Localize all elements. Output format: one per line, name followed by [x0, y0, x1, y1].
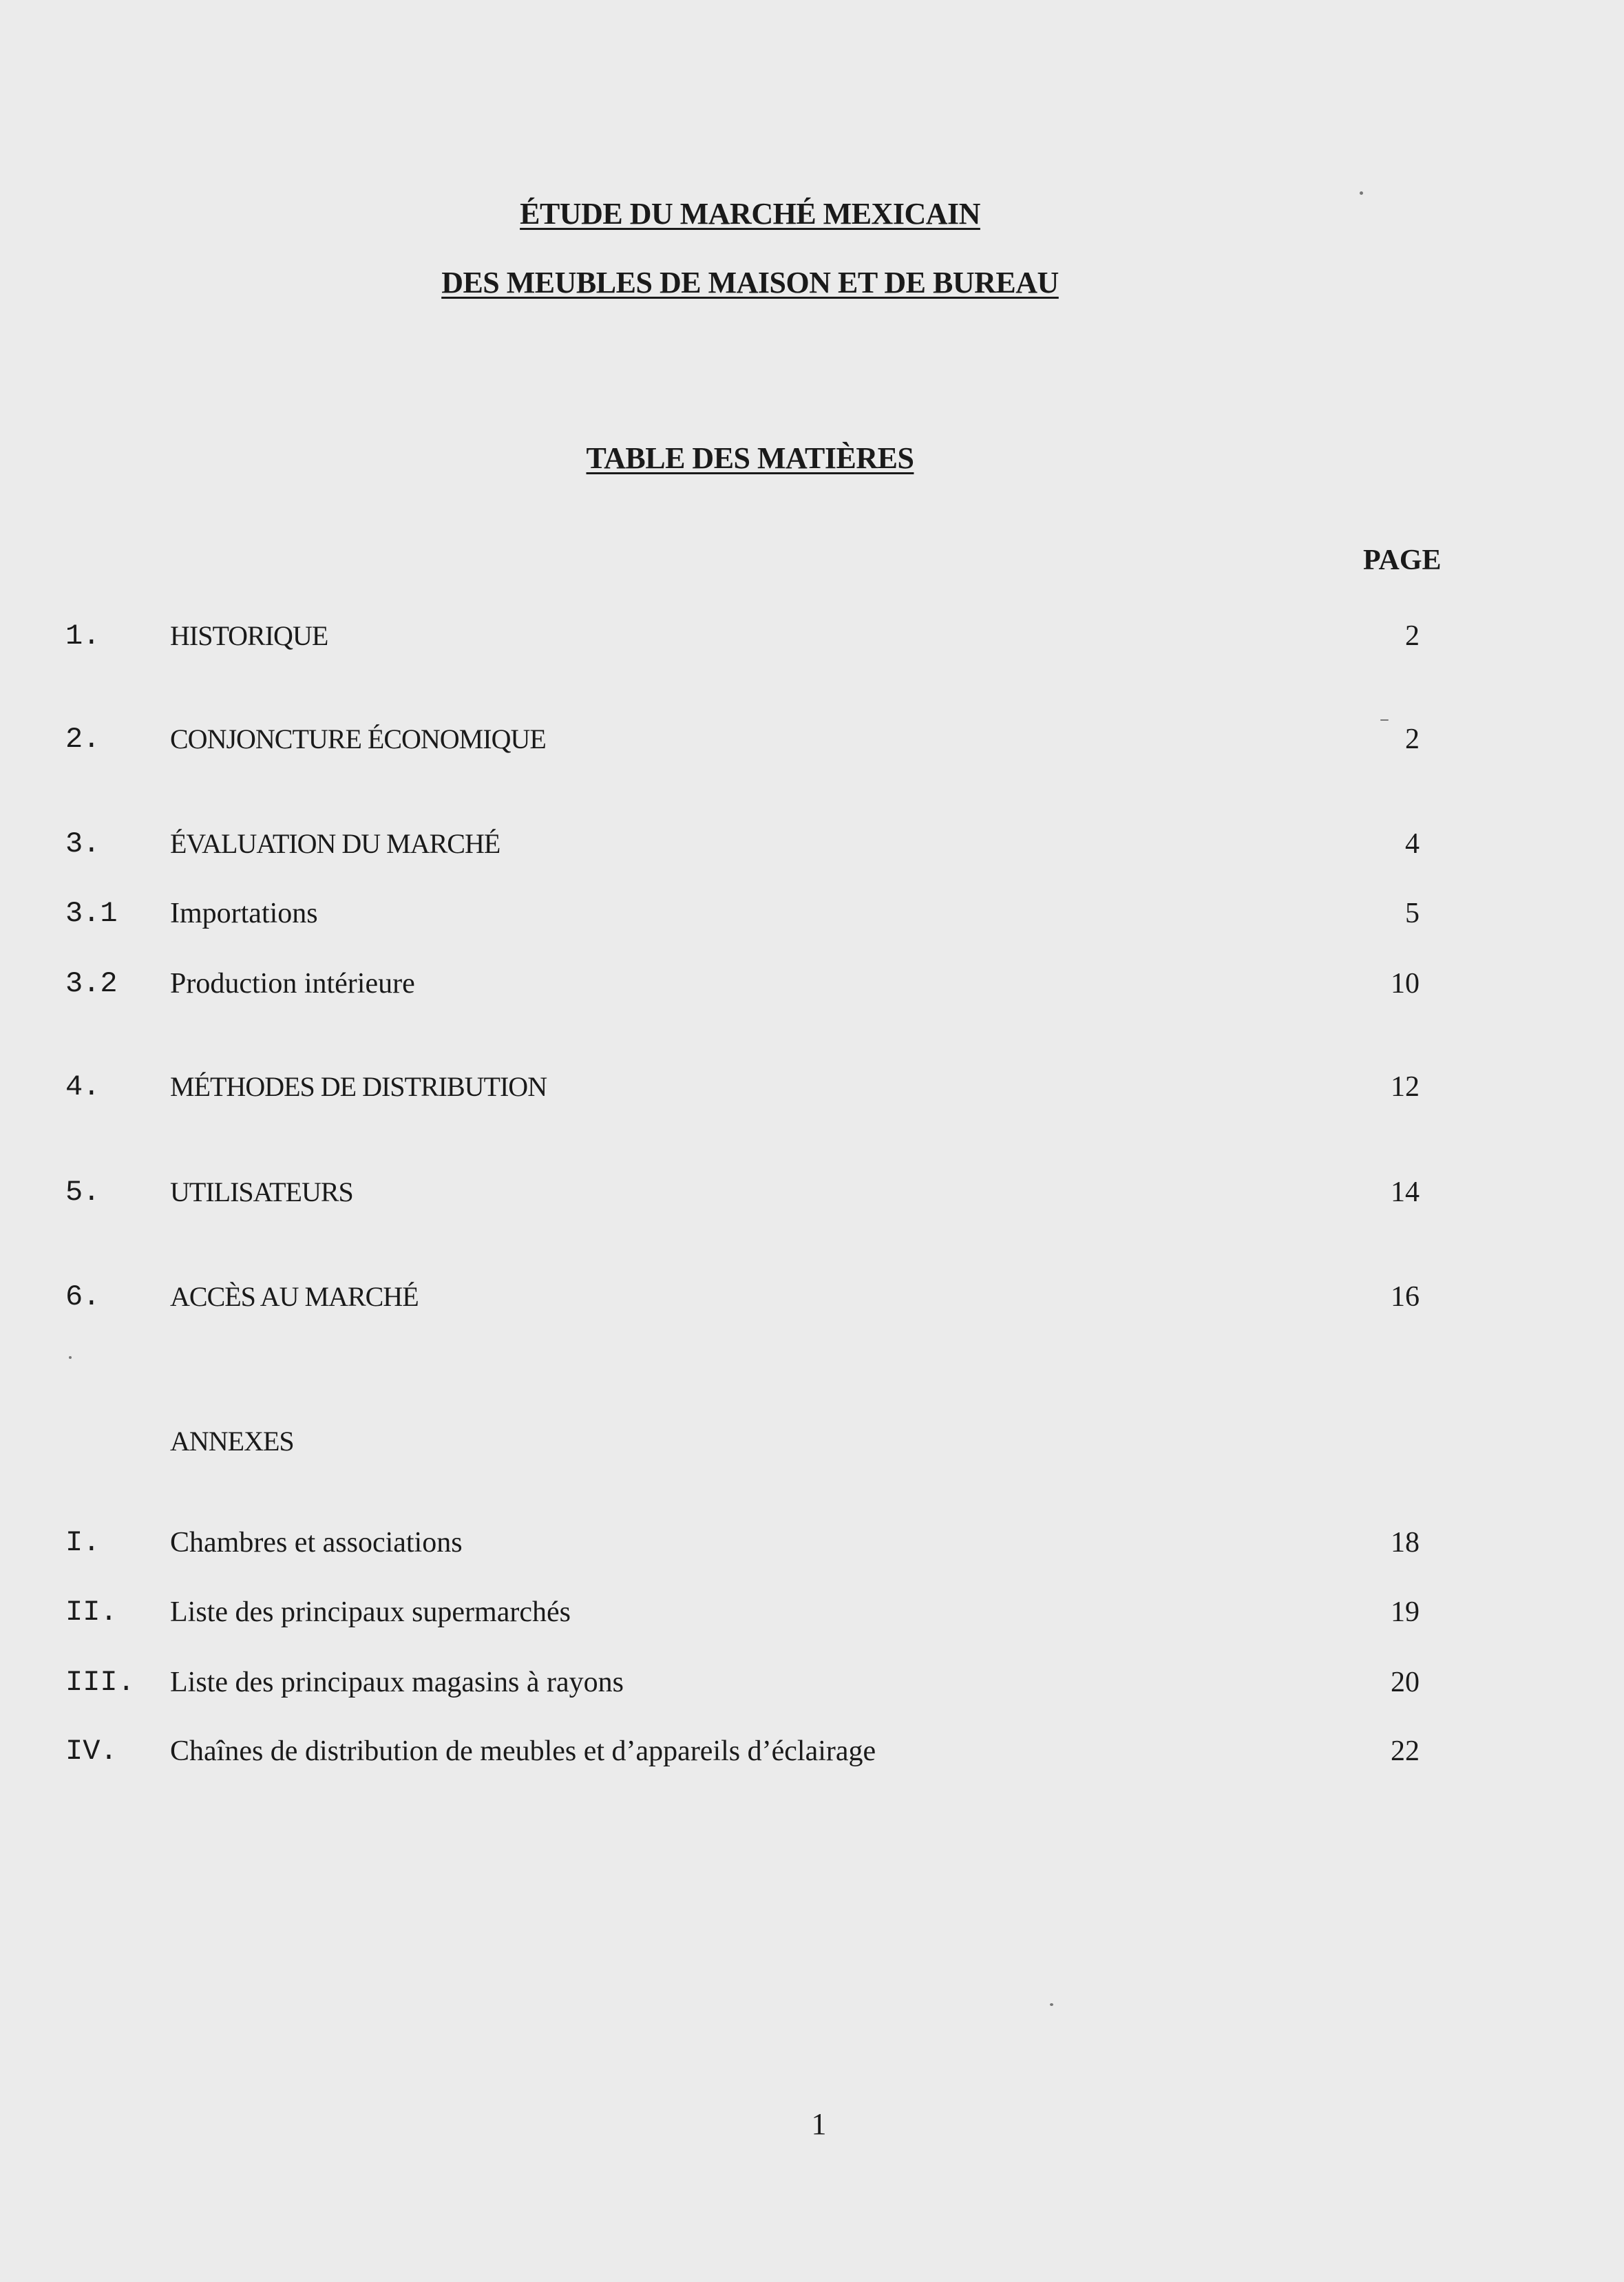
toc-page: 2: [1405, 620, 1420, 652]
annex-label: Chaînes de distribution de meubles et d’appareils d’éclairage: [170, 1735, 876, 1767]
document-title-line-1: ÉTUDE DU MARCHÉ MEXICAIN: [520, 197, 980, 231]
annex-page: 20: [1391, 1667, 1420, 1698]
toc-label: UTILISATEURS: [170, 1176, 353, 1207]
page-number: 1: [811, 2107, 827, 2141]
toc-label: Production intérieure: [170, 968, 415, 1000]
toc-number: 3.1: [65, 897, 118, 930]
toc-label: MÉTHODES DE DISTRIBUTION: [170, 1071, 547, 1102]
toc-label: ACCÈS AU MARCHÉ: [170, 1281, 419, 1312]
toc-number: 1.: [65, 620, 101, 653]
toc-label: HISTORIQUE: [170, 620, 328, 651]
toc-label: CONJONCTURE ÉCONOMIQUE: [170, 723, 546, 754]
annex-page: 22: [1391, 1735, 1420, 1767]
toc-number: 5.: [65, 1176, 101, 1209]
toc-page: 5: [1405, 898, 1420, 929]
toc-page: 14: [1391, 1176, 1420, 1208]
page-column-header: PAGE: [1363, 545, 1442, 576]
toc-number: 6.: [65, 1280, 101, 1313]
toc-number: 3.: [65, 827, 101, 860]
toc-page: 16: [1391, 1281, 1420, 1313]
toc-page: 2: [1405, 723, 1420, 755]
toc-number: 4.: [65, 1070, 101, 1103]
toc-number: 2.: [65, 723, 101, 756]
scan-speck: [69, 1356, 72, 1359]
annex-number: II.: [65, 1596, 118, 1629]
annex-row: [0, 1596, 1624, 1637]
annexes-heading: ANNEXES: [170, 1426, 294, 1457]
toc-label: Importations: [170, 898, 318, 929]
toc-row: [0, 1280, 1624, 1322]
toc-row: [0, 723, 1624, 764]
document-title-line-2: DES MEUBLES DE MAISON ET DE BUREAU: [441, 266, 1059, 299]
annex-row: [0, 1526, 1624, 1567]
annex-row: [0, 1735, 1624, 1776]
annex-label: Liste des principaux supermarchés: [170, 1596, 571, 1628]
annex-page: 18: [1391, 1527, 1420, 1559]
toc-page: 4: [1405, 828, 1420, 860]
toc-number: 3.2: [65, 967, 118, 1000]
toc-row: [0, 1070, 1624, 1112]
toc-row: [0, 827, 1624, 869]
annex-row: [0, 1666, 1624, 1707]
toc-row: [0, 967, 1624, 1008]
toc-heading: TABLE DES MATIÈRES: [586, 441, 914, 475]
toc-row: [0, 1176, 1624, 1217]
annex-page: 19: [1391, 1596, 1420, 1628]
scan-speck: [1050, 2003, 1053, 2006]
annex-label: Liste des principaux magasins à rayons: [170, 1667, 624, 1698]
toc-row: [0, 897, 1624, 938]
toc-row: [0, 620, 1624, 661]
annex-number: I.: [65, 1526, 101, 1559]
toc-label: ÉVALUATION DU MARCHÉ: [170, 828, 500, 859]
annex-number: III.: [65, 1666, 135, 1699]
annex-label: Chambres et associations: [170, 1527, 463, 1559]
scan-speck: [1380, 719, 1389, 721]
toc-page: 10: [1391, 968, 1420, 1000]
annex-number: IV.: [65, 1735, 118, 1768]
scan-speck: [1360, 191, 1363, 195]
toc-page: 12: [1391, 1071, 1420, 1103]
